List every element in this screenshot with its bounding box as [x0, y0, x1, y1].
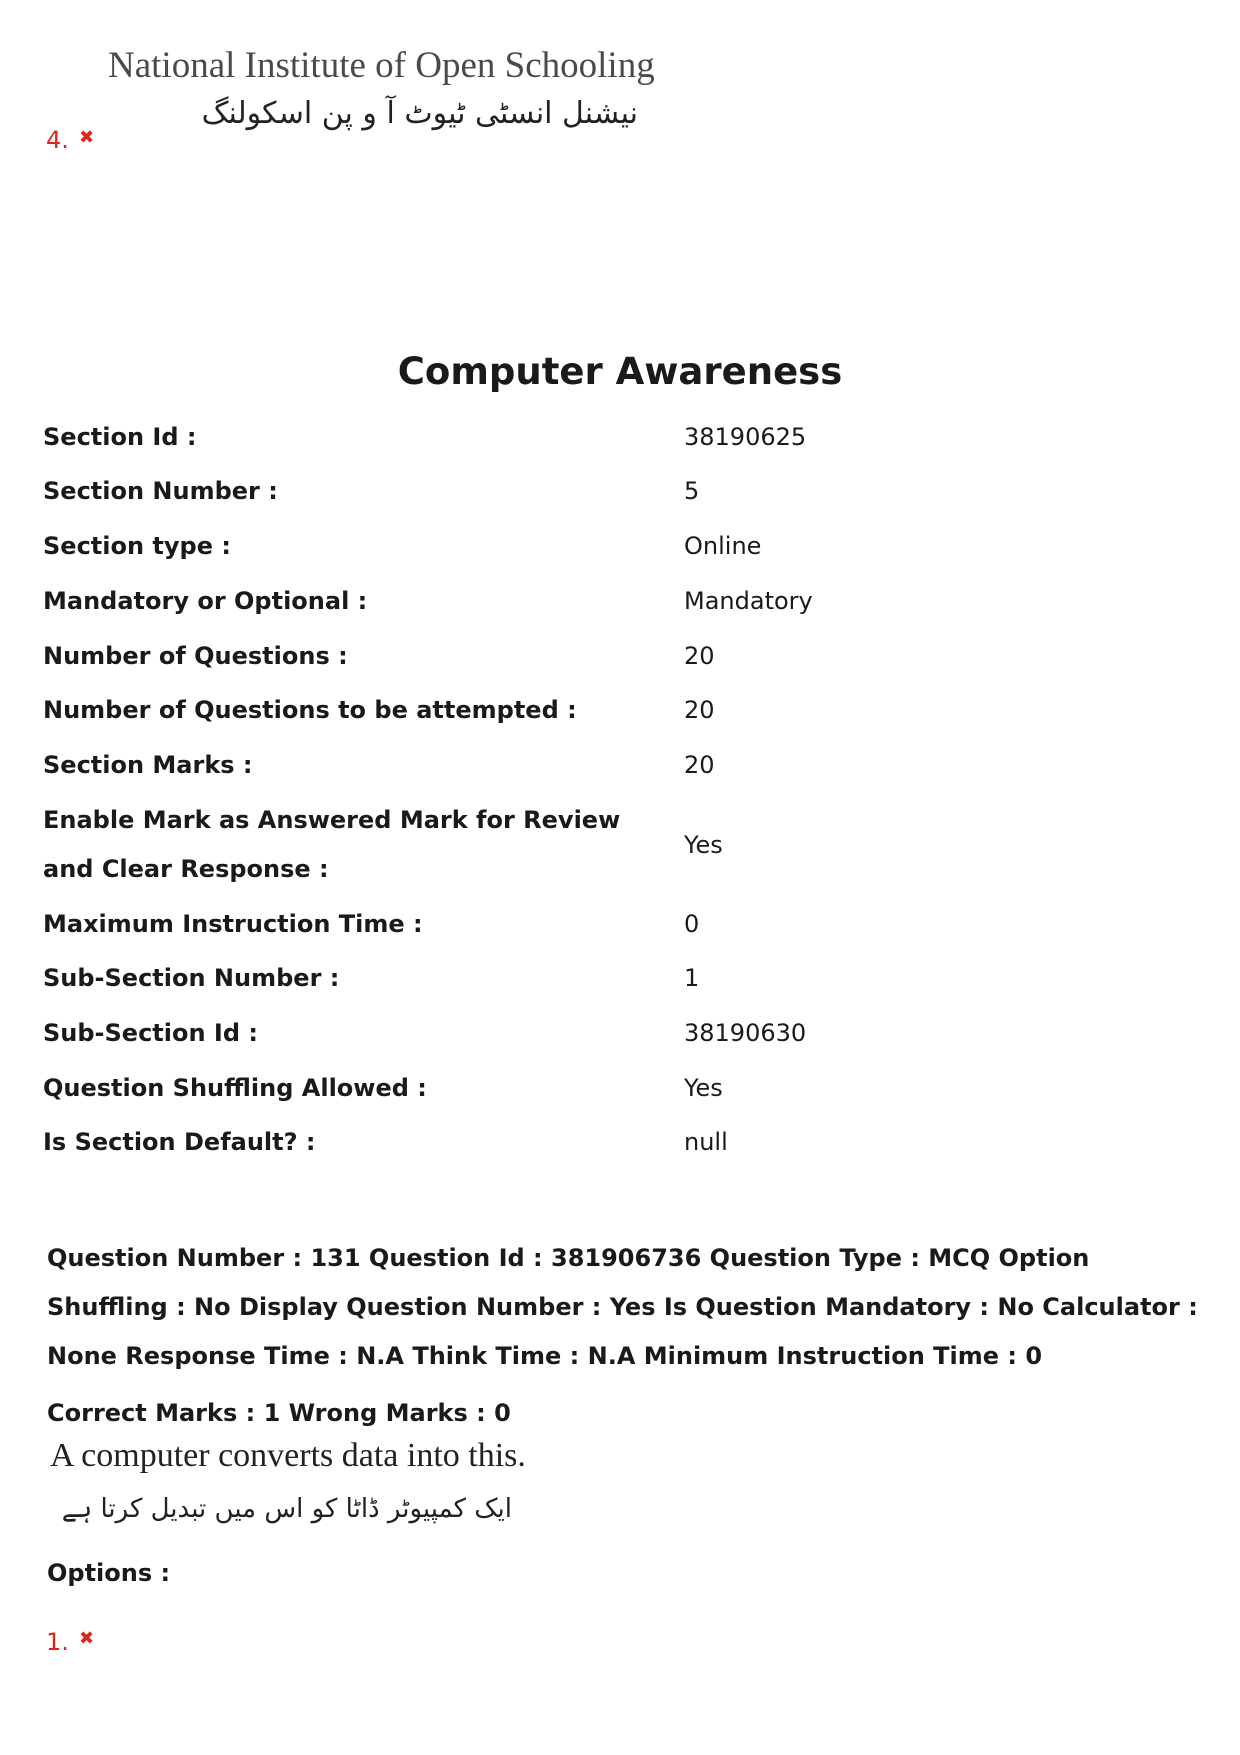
row-label-sub-section-id: Sub-Section Id : — [43, 1019, 258, 1047]
row-value-section-type: Online — [684, 532, 762, 560]
cross-mark-icon: ✖ — [79, 127, 95, 148]
row-label-section-marks: Section Marks : — [43, 751, 253, 779]
row-label-enable-mark: Enable Mark as Answered Mark for Review and Clear Response : — [43, 806, 621, 883]
row-value-sub-section-id: 38190630 — [684, 1019, 807, 1047]
row-value-mandatory: Mandatory — [684, 587, 813, 615]
row-value-section-default: null — [684, 1128, 728, 1156]
row-value-enable-mark: Yes — [684, 831, 723, 859]
row-label-questions-to-attempt: Number of Questions to be attempted : — [43, 696, 577, 724]
row-label-sub-section-number: Sub-Section Number : — [43, 964, 340, 992]
row-label-section-id: Section Id : — [43, 423, 197, 451]
logo-english-text: National Institute of Open Schooling — [108, 45, 655, 86]
logo-urdu-text: نیشنل انسٹی ٹیوٹ آ و پن اسکولنگ — [201, 96, 638, 131]
row-label-max-instruction-time: Maximum Instruction Time : — [43, 910, 423, 938]
options-label: Options : — [47, 1559, 171, 1587]
row-value-question-shuffling: Yes — [684, 1074, 723, 1102]
question-text-urdu: ایک کمپیوٹر ڈاٹا کو اس میں تبدیل کرتا ہے — [61, 1494, 512, 1524]
question-text-english: A computer converts data into this. — [50, 1437, 526, 1474]
row-label-question-shuffling: Question Shuffling Allowed : — [43, 1074, 427, 1102]
row-label-section-type: Section type : — [43, 532, 231, 560]
row-value-sub-section-number: 1 — [684, 964, 700, 992]
row-label-section-number: Section Number : — [43, 477, 278, 505]
cross-mark-icon: ✖ — [79, 1628, 95, 1649]
row-value-number-of-questions: 20 — [684, 642, 715, 670]
row-value-max-instruction-time: 0 — [684, 910, 700, 938]
row-value-section-id: 38190625 — [684, 423, 807, 451]
option-1-number: 1. — [46, 1628, 69, 1656]
row-label-mandatory: Mandatory or Optional : — [43, 587, 368, 615]
row-value-section-marks: 20 — [684, 751, 715, 779]
row-value-section-number: 5 — [684, 477, 700, 505]
row-value-questions-to-attempt: 20 — [684, 696, 715, 724]
previous-option-number: 4. — [46, 126, 69, 154]
row-label-number-of-questions: Number of Questions : — [43, 642, 348, 670]
question-meta: Question Number : 131 Question Id : 381906736 Question Type : MCQ Option Shuffling : No Display Question Number : Yes Is Question Mandatory : No Calculator : None Response Time : N.A Think Time : N.A Minimum Instruction Time : 0 — [47, 1244, 1198, 1370]
question-marks: Correct Marks : 1 Wrong Marks : 0 — [47, 1399, 511, 1427]
section-title: Computer Awareness — [397, 350, 843, 393]
row-label-section-default: Is Section Default? : — [43, 1128, 316, 1156]
